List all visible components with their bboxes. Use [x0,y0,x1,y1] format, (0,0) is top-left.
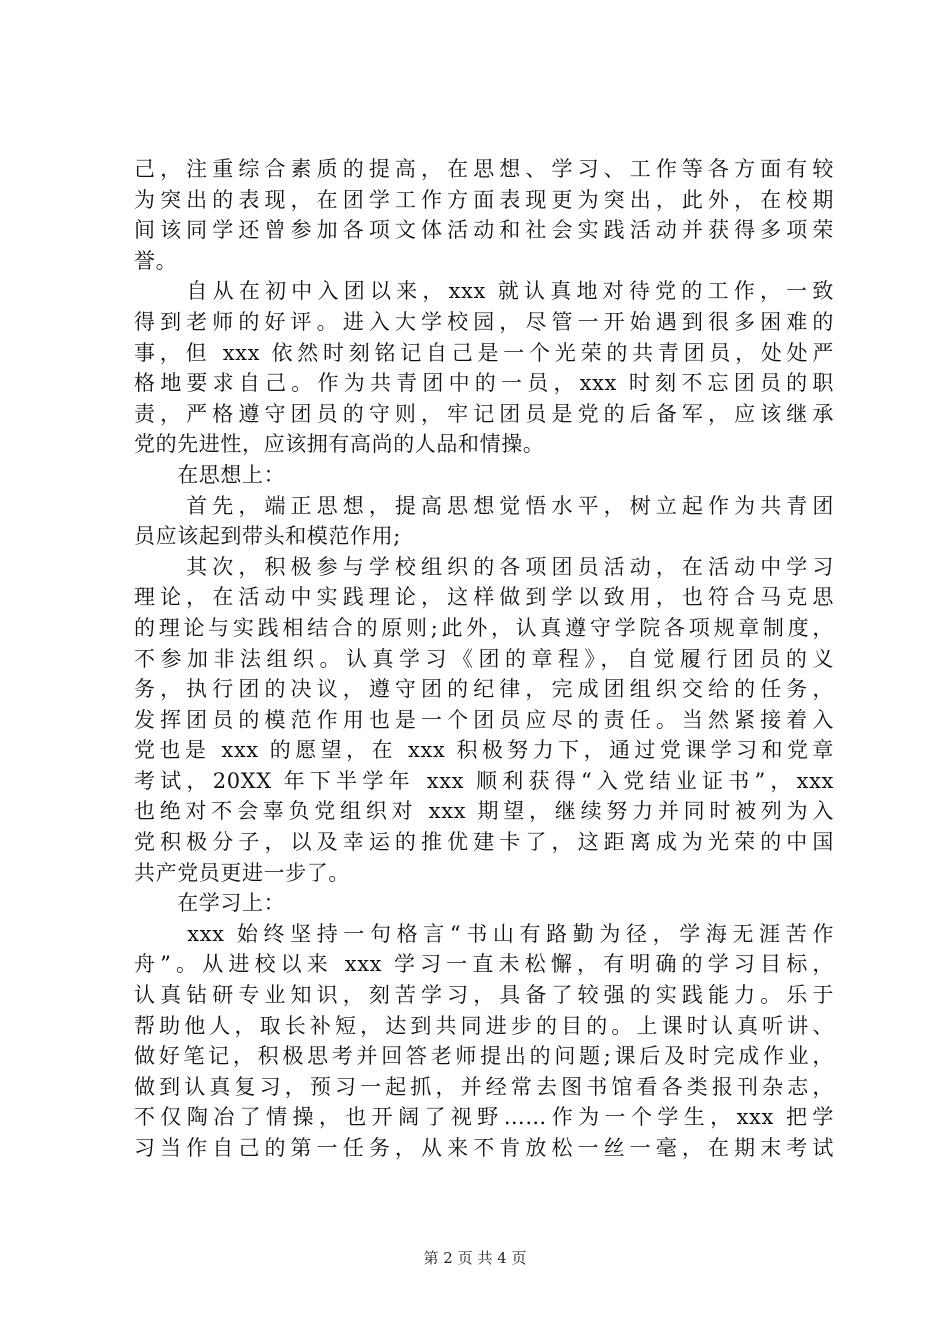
text-line: 责，严格遵守团员的守则，牢记团员是党的后备军，应该继承 [134,401,834,426]
text-line: 做好笔记，积极思考并回答老师提出的问题;课后及时完成作业， [134,1044,834,1069]
document-body [134,154,834,1164]
text-line: 自从在初中入团以来，xxx 就认真地对待党的工作，一致 [134,279,834,304]
text-line: 誉。 [134,248,178,273]
text-line: 首先，端正思想，提高思想觉悟水平，树立起作为共青团 [134,493,834,518]
text-line: 也绝对不会辜负党组织对 xxx 期望，继续努力并同时被列为入 [134,799,834,824]
text-line: 的理论与实践相结合的原则;此外，认真遵守学院各项规章制度， [134,615,834,640]
text-line: 舟”。从进校以来 xxx 学习一直未松懈，有明确的学习目标， [134,952,834,977]
text-line: 考试，20XX 年下半学年 xxx 顺利获得“入党结业证书”，xxx [134,768,834,793]
text-line: 党积极分子，以及幸运的推优建卡了，这距离成为光荣的中国 [134,830,834,855]
text-line: 帮助他人，取长补短，达到共同进步的目的。上课时认真听讲、 [134,1013,834,1038]
text-line: 得到老师的好评。进入大学校园，尽管一开始遇到很多困难的 [134,309,834,334]
text-line: 格地要求自己。作为共青团中的一员，xxx 时刻不忘团员的职 [134,371,834,396]
text-line: 做到认真复习，预习一起抓，并经常去图书馆看各类报刊杂志， [134,1074,834,1099]
text-line: 在思想上： [134,462,286,487]
text-line: 党的先进性，应该拥有高尚的人品和情操。 [134,432,545,457]
text-line: 党也是 xxx 的愿望，在 xxx 积极努力下，通过党课学习和党章 [134,738,834,763]
text-line: 不参加非法组织。认真学习《团的章程》，自觉履行团员的义 [134,646,834,671]
text-line: 间该同学还曾参加各项文体活动和社会实践活动并获得多项荣 [134,218,834,243]
text-line: 共产党员更进一步了。 [134,860,350,885]
text-line: 己，注重综合素质的提高，在思想、学习、工作等各方面有较 [134,157,834,181]
text-line: 为突出的表现，在团学工作方面表现更为突出，此外，在校期 [134,187,834,212]
text-line: 事，但 xxx 依然时刻铭记自己是一个光荣的共青团员，处处严 [134,340,834,365]
text-line: 其次，积极参与学校组织的各项团员活动，在活动中学习 [134,554,834,579]
text-line: 习当作自己的第一任务，从来不肯放松一丝一毫，在期末考试 [134,1136,834,1160]
text-line: 理论，在活动中实践理论，这样做到学以致用，也符合马克思 [134,585,834,610]
text-line: xxx 始终坚持一句格言“书山有路勤为径，学海无涯苦作 [134,921,834,946]
text-line: 务，执行团的决议，遵守团的纪律，完成团组织交给的任务， [134,677,834,702]
text-line: 在学习上： [134,891,286,916]
text-line: 不仅陶冶了情操，也开阔了视野……作为一个学生，xxx 把学 [134,1105,834,1130]
text-line: 发挥团员的模范作用也是一个团员应尽的责任。当然紧接着入 [134,707,834,732]
text-line: 认真钻研专业知识，刻苦学习，具备了较强的实践能力。乐于 [134,983,834,1008]
text-line: 员应该起到带头和模范作用; [134,524,401,549]
page-footer: 第 2 页 共 4 页 [423,1249,527,1267]
